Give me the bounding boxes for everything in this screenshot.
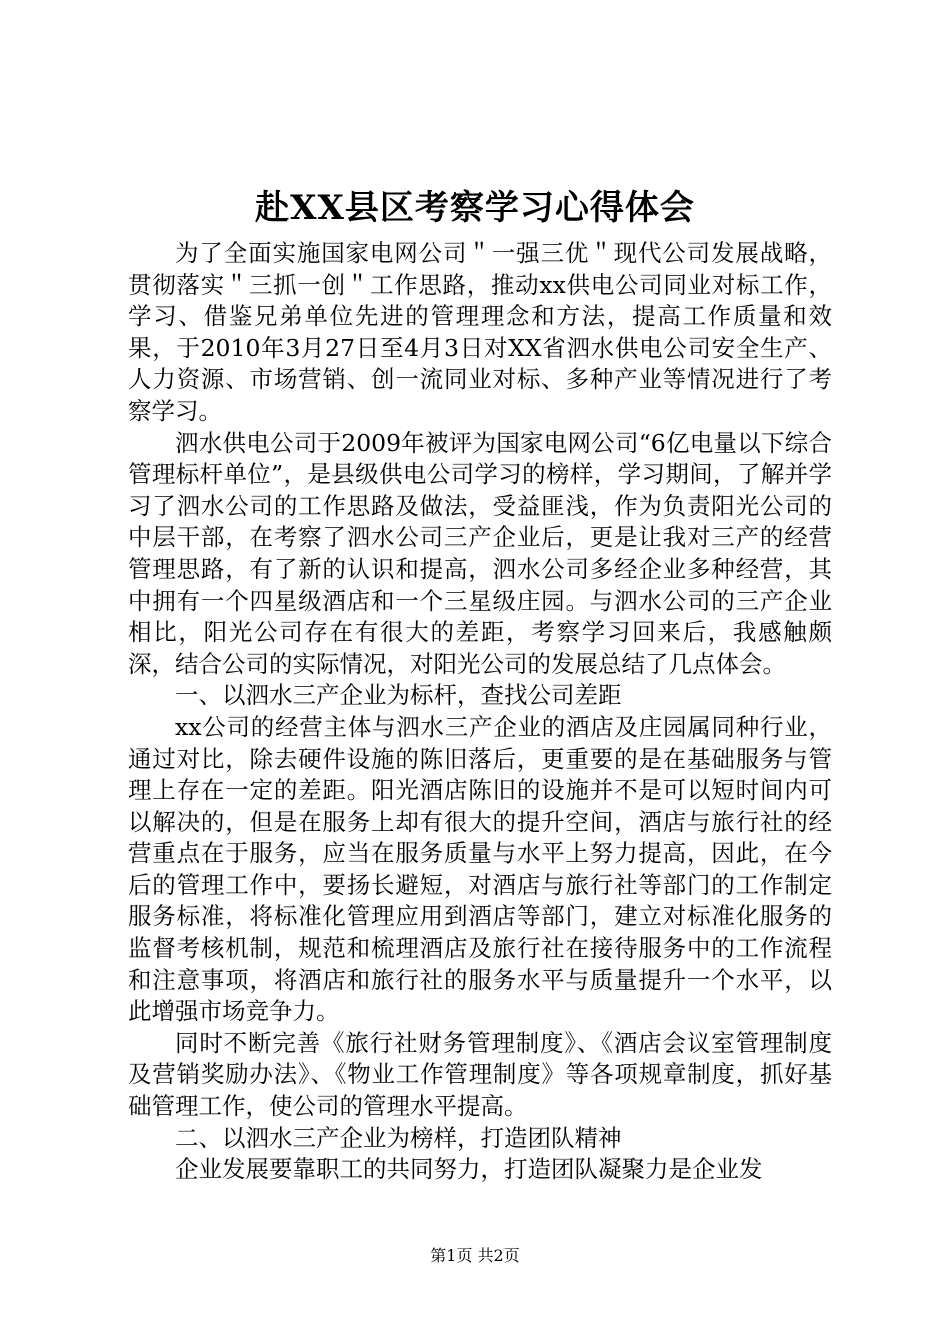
page-number: 第1页 (430, 1246, 473, 1265)
page-footer (0, 1245, 950, 1267)
section-heading-2: 二、以泗水三产企业为榜样，打造团队精神 (175, 1123, 622, 1152)
document-body (128, 238, 832, 1186)
paragraph-background: 泗水供电公司于2009年被评为国家电网公司“6亿电量以下综合管理标杆单位”，是县级供电公司学习的榜样，学习期间，了解并学习了泗水公司的工作思路及做法，受益匪浅，作为负责阳光公司的中层干部，在考察了泗水公司三产企业后，更是让我对三产的经营管理思路，有了新的认识和提高，泗水公司多经企业多种经营，其中拥有一个四星级酒店和一个三星级庄园。与泗水公司的三产企业相比，阳光公司存在有很大的差距，考察学习回来后，我感触颇深，结合公司的实际情况，对阳光公司的发展总结了几点体会。 (128, 428, 832, 678)
document-title: 赴XX县区考察学习心得体会 (255, 188, 695, 228)
page-total: 共2页 (477, 1246, 520, 1265)
section-heading-1: 一、以泗水三产企业为标杆，查找公司差距 (175, 681, 622, 710)
paragraph-section-2: 企业发展要靠职工的共同努力，打造团队凝聚力是企业发 (175, 1155, 763, 1184)
paragraph-section-1: xx公司的经营主体与泗水三产企业的酒店及庄园属同种行业，通过对比，除去硬件设施的陈旧落后，更重要的是在基础服务与管理上存在一定的差距。阳光酒店陈旧的设施并不是可以短时间内可以解决的，但是在服务上却有很大的提升空间，酒店与旅行社的经营重点在于服务，应当在服务质量与水平上努力提高，因此，在今后的管理工作中，要扬长避短，对酒店与旅行社等部门的工作制定服务标准，将标准化管理应用到酒店等部门，建立对标准化服务的监督考核机制，规范和梳理酒店及旅行社在接待服务中的工作流程和注意事项，将酒店和旅行社的服务水平与质量提升一个水平，以此增强市场竞争力。 (128, 712, 832, 1026)
paragraph-section-1-rules: 同时不断完善《旅行社财务管理制度》、《酒店会议室管理制度及营销奖励办法》、《物业工作管理制度》等各项规章制度，抓好基础管理工作，使公司的管理水平提高。 (128, 1028, 832, 1121)
paragraph-intro: 为了全面实施国家电网公司＂一强三优＂现代公司发展战略，贯彻落实＂三抓一创＂工作思路，推动xx供电公司同业对标工作，学习、借鉴兄弟单位先进的管理理念和方法，提高工作质量和效果，于2010年3月27日至4月3日对XX省泗水供电公司安全生产、人力资源、市场营销、创一流同业对标、多种产业等情况进行了考察学习。 (128, 239, 832, 425)
